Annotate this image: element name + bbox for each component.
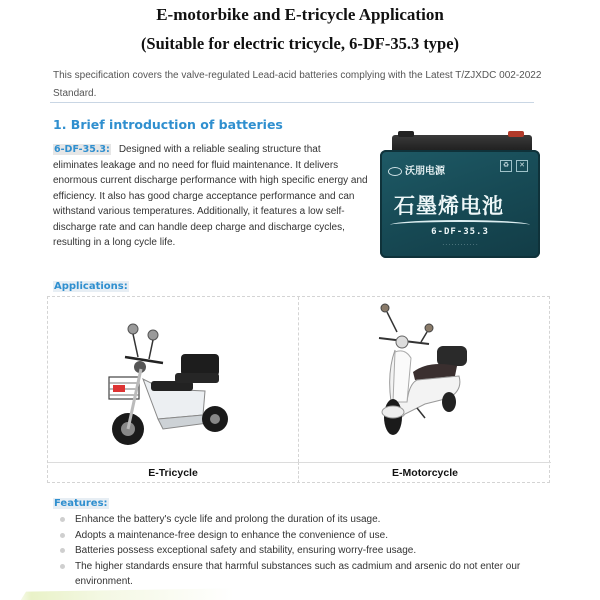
e-motorcycle-label: E-Motorcycle — [299, 462, 551, 483]
e-tricycle-label: E-Tricycle — [48, 462, 299, 483]
bullet-icon — [60, 533, 65, 538]
battery-model-label: 6-DF-35.3 — [431, 227, 489, 237]
brand-logo-icon — [388, 167, 402, 176]
intro-paragraph: This specification covers the valve-regulated Lead-acid batteries complying with the Latest T/ZJXDC 002-2022 Standard. — [53, 70, 542, 99]
e-motorcycle-image-cell — [299, 297, 551, 462]
battery-image — [380, 135, 540, 258]
recycle-icon: ♻ — [500, 160, 512, 172]
battery-fineprint: · · · · · · · · · · · · — [442, 242, 478, 248]
battery-label-cn: 石墨烯电池 — [394, 194, 504, 218]
description-text: Designed with a reliable sealing structure that eliminates leakage and no need for fluid maintenance. It delivers enormous current discharge performance with high specific energy and efficiency. It also has good charge acceptance performance and can withstand various temperatures. Additionally, it features a low self-discharge rate and can handle deep charge and discharge cycles, resulting in a long cycle life. — [53, 144, 368, 248]
features-heading: Features: — [54, 498, 108, 509]
e-tricycle-icon — [103, 319, 238, 454]
page-title: E-motorbike and E-tricycle Application — [156, 5, 444, 24]
feature-item: Batteries possess exceptional safety and stability, ensuring worry-free usage. — [60, 543, 550, 559]
feature-item: The higher standards ensure that harmful substances such as cadmium and arsenic do not enter our environment. — [60, 559, 550, 590]
battery-symbols — [500, 160, 528, 172]
battery-description — [53, 142, 368, 251]
no-dispose-icon: ✕ — [516, 160, 528, 172]
applications-table — [47, 296, 550, 483]
bullet-icon — [60, 548, 65, 553]
model-tag: 6-DF-35.3: — [54, 144, 110, 155]
feature-item: Enhance the battery's cycle life and prolong the duration of its usage. — [60, 512, 550, 528]
bullet-icon — [60, 564, 65, 569]
battery-terminal-positive — [508, 131, 524, 137]
section-heading-brief-intro: 1. Brief introduction of batteries — [53, 117, 283, 132]
battery-body — [380, 150, 540, 258]
page-subtitle: (Suitable for electric tricycle, 6-DF-35.3 type) — [140, 34, 460, 53]
divider — [50, 102, 534, 103]
battery-brand: 沃朋电源 — [388, 162, 445, 177]
decorative-swoosh — [0, 588, 260, 600]
battery-terminal-negative — [398, 131, 414, 137]
e-motorcycle-icon — [369, 302, 479, 442]
e-tricycle-image-cell — [48, 297, 299, 462]
feature-item: Adopts a maintenance-free design to enhance the convenience of use. — [60, 528, 550, 544]
applications-heading: Applications: — [54, 281, 128, 292]
features-list — [60, 512, 550, 590]
bullet-icon — [60, 517, 65, 522]
